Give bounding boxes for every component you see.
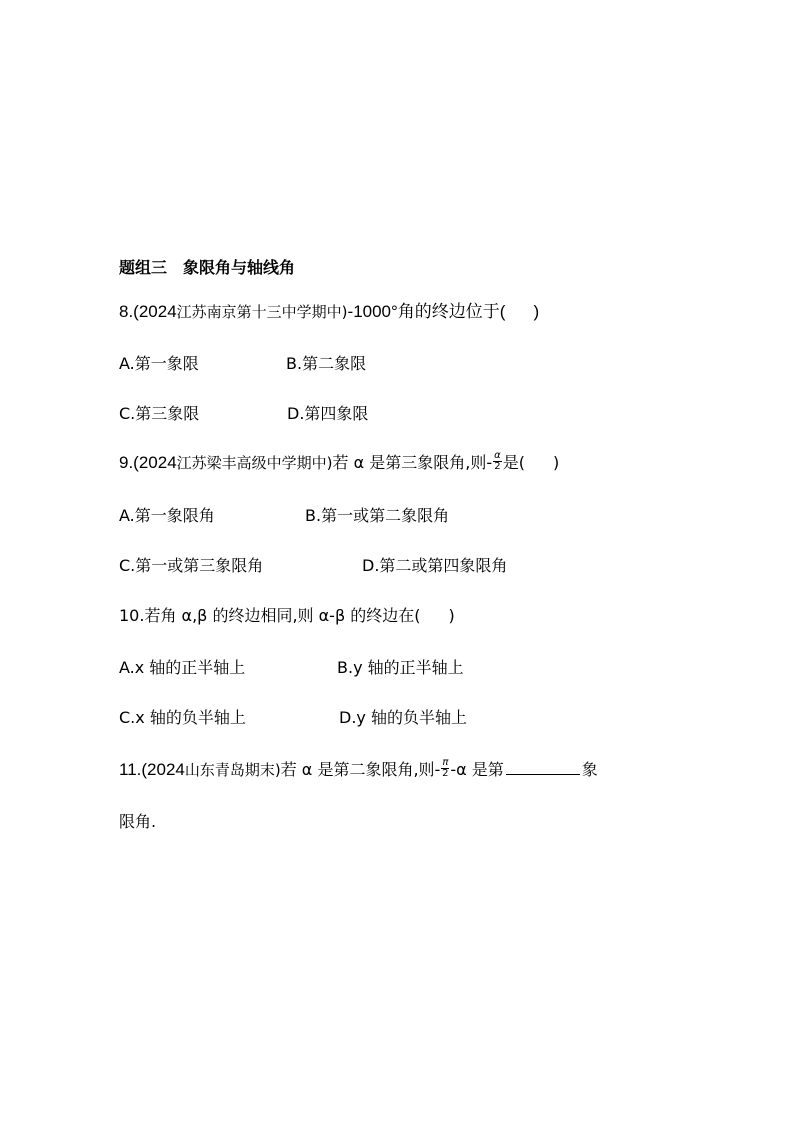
q11-stem-a: 若 α 是第二象限角,则- <box>280 760 441 779</box>
q10-option-c: C.x 轴的负半轴上 <box>119 708 246 727</box>
q10-close: ) <box>448 606 455 625</box>
q11-frac-denominator: 2 <box>442 768 449 779</box>
q9-close: ) <box>552 453 560 472</box>
q8-stem: -1000°角的终边位于( <box>347 302 506 321</box>
q11-stem-b: -α 是第 <box>450 760 504 779</box>
q9-option-c: C.第一或第三象限角 <box>119 556 264 575</box>
q9-source: 江苏梁丰高级中学期中) <box>176 454 333 472</box>
q9-number: 9.(2024 <box>119 453 177 472</box>
q11-answer-blank[interactable] <box>506 760 580 775</box>
q10-option-a: A.x 轴的正半轴上 <box>119 658 246 677</box>
section-heading: 题组三 象限角与轴线角 <box>119 258 296 277</box>
q8-option-c: C.第三象限 <box>119 404 200 423</box>
q9-stem-a: 若 α 是第三象限角,则- <box>332 453 493 472</box>
q11-fraction <box>441 758 449 779</box>
q10-option-b: B.y 轴的正半轴上 <box>337 658 464 677</box>
q9-fraction <box>493 451 502 472</box>
q10-option-d: D.y 轴的负半轴上 <box>339 708 467 727</box>
q11-stem-c: 象 <box>581 760 598 779</box>
q9-option-d: D.第二或第四象限角 <box>362 556 508 575</box>
question-10 <box>119 606 455 626</box>
question-9 <box>119 450 560 474</box>
q8-close: ) <box>533 302 540 321</box>
q11-frac-numerator: π <box>442 757 449 768</box>
q9-option-b: B.第一或第二象限角 <box>305 506 450 525</box>
q8-source: 江苏南京第十三中学期中) <box>176 303 348 321</box>
q8-option-b: B.第二象限 <box>286 354 367 373</box>
q10-stem: 10.若角 α,β 的终边相同,则 α-β 的终边在( <box>119 606 421 625</box>
q11-number: 11.(2024 <box>119 760 185 779</box>
q9-frac-numerator: α <box>494 450 501 461</box>
q11-continuation: 限角. <box>119 812 157 831</box>
q9-frac-denominator: 2 <box>494 461 501 472</box>
q9-stem-b: 是( <box>502 453 525 472</box>
q8-option-a: A.第一象限 <box>119 354 199 373</box>
question-8 <box>119 302 539 322</box>
q8-option-d: D.第四象限 <box>287 404 369 423</box>
question-11 <box>119 757 598 781</box>
q8-number: 8.(2024 <box>119 302 177 321</box>
q11-source: 山东青岛期末) <box>184 761 281 779</box>
q9-option-a: A.第一象限角 <box>119 506 215 525</box>
